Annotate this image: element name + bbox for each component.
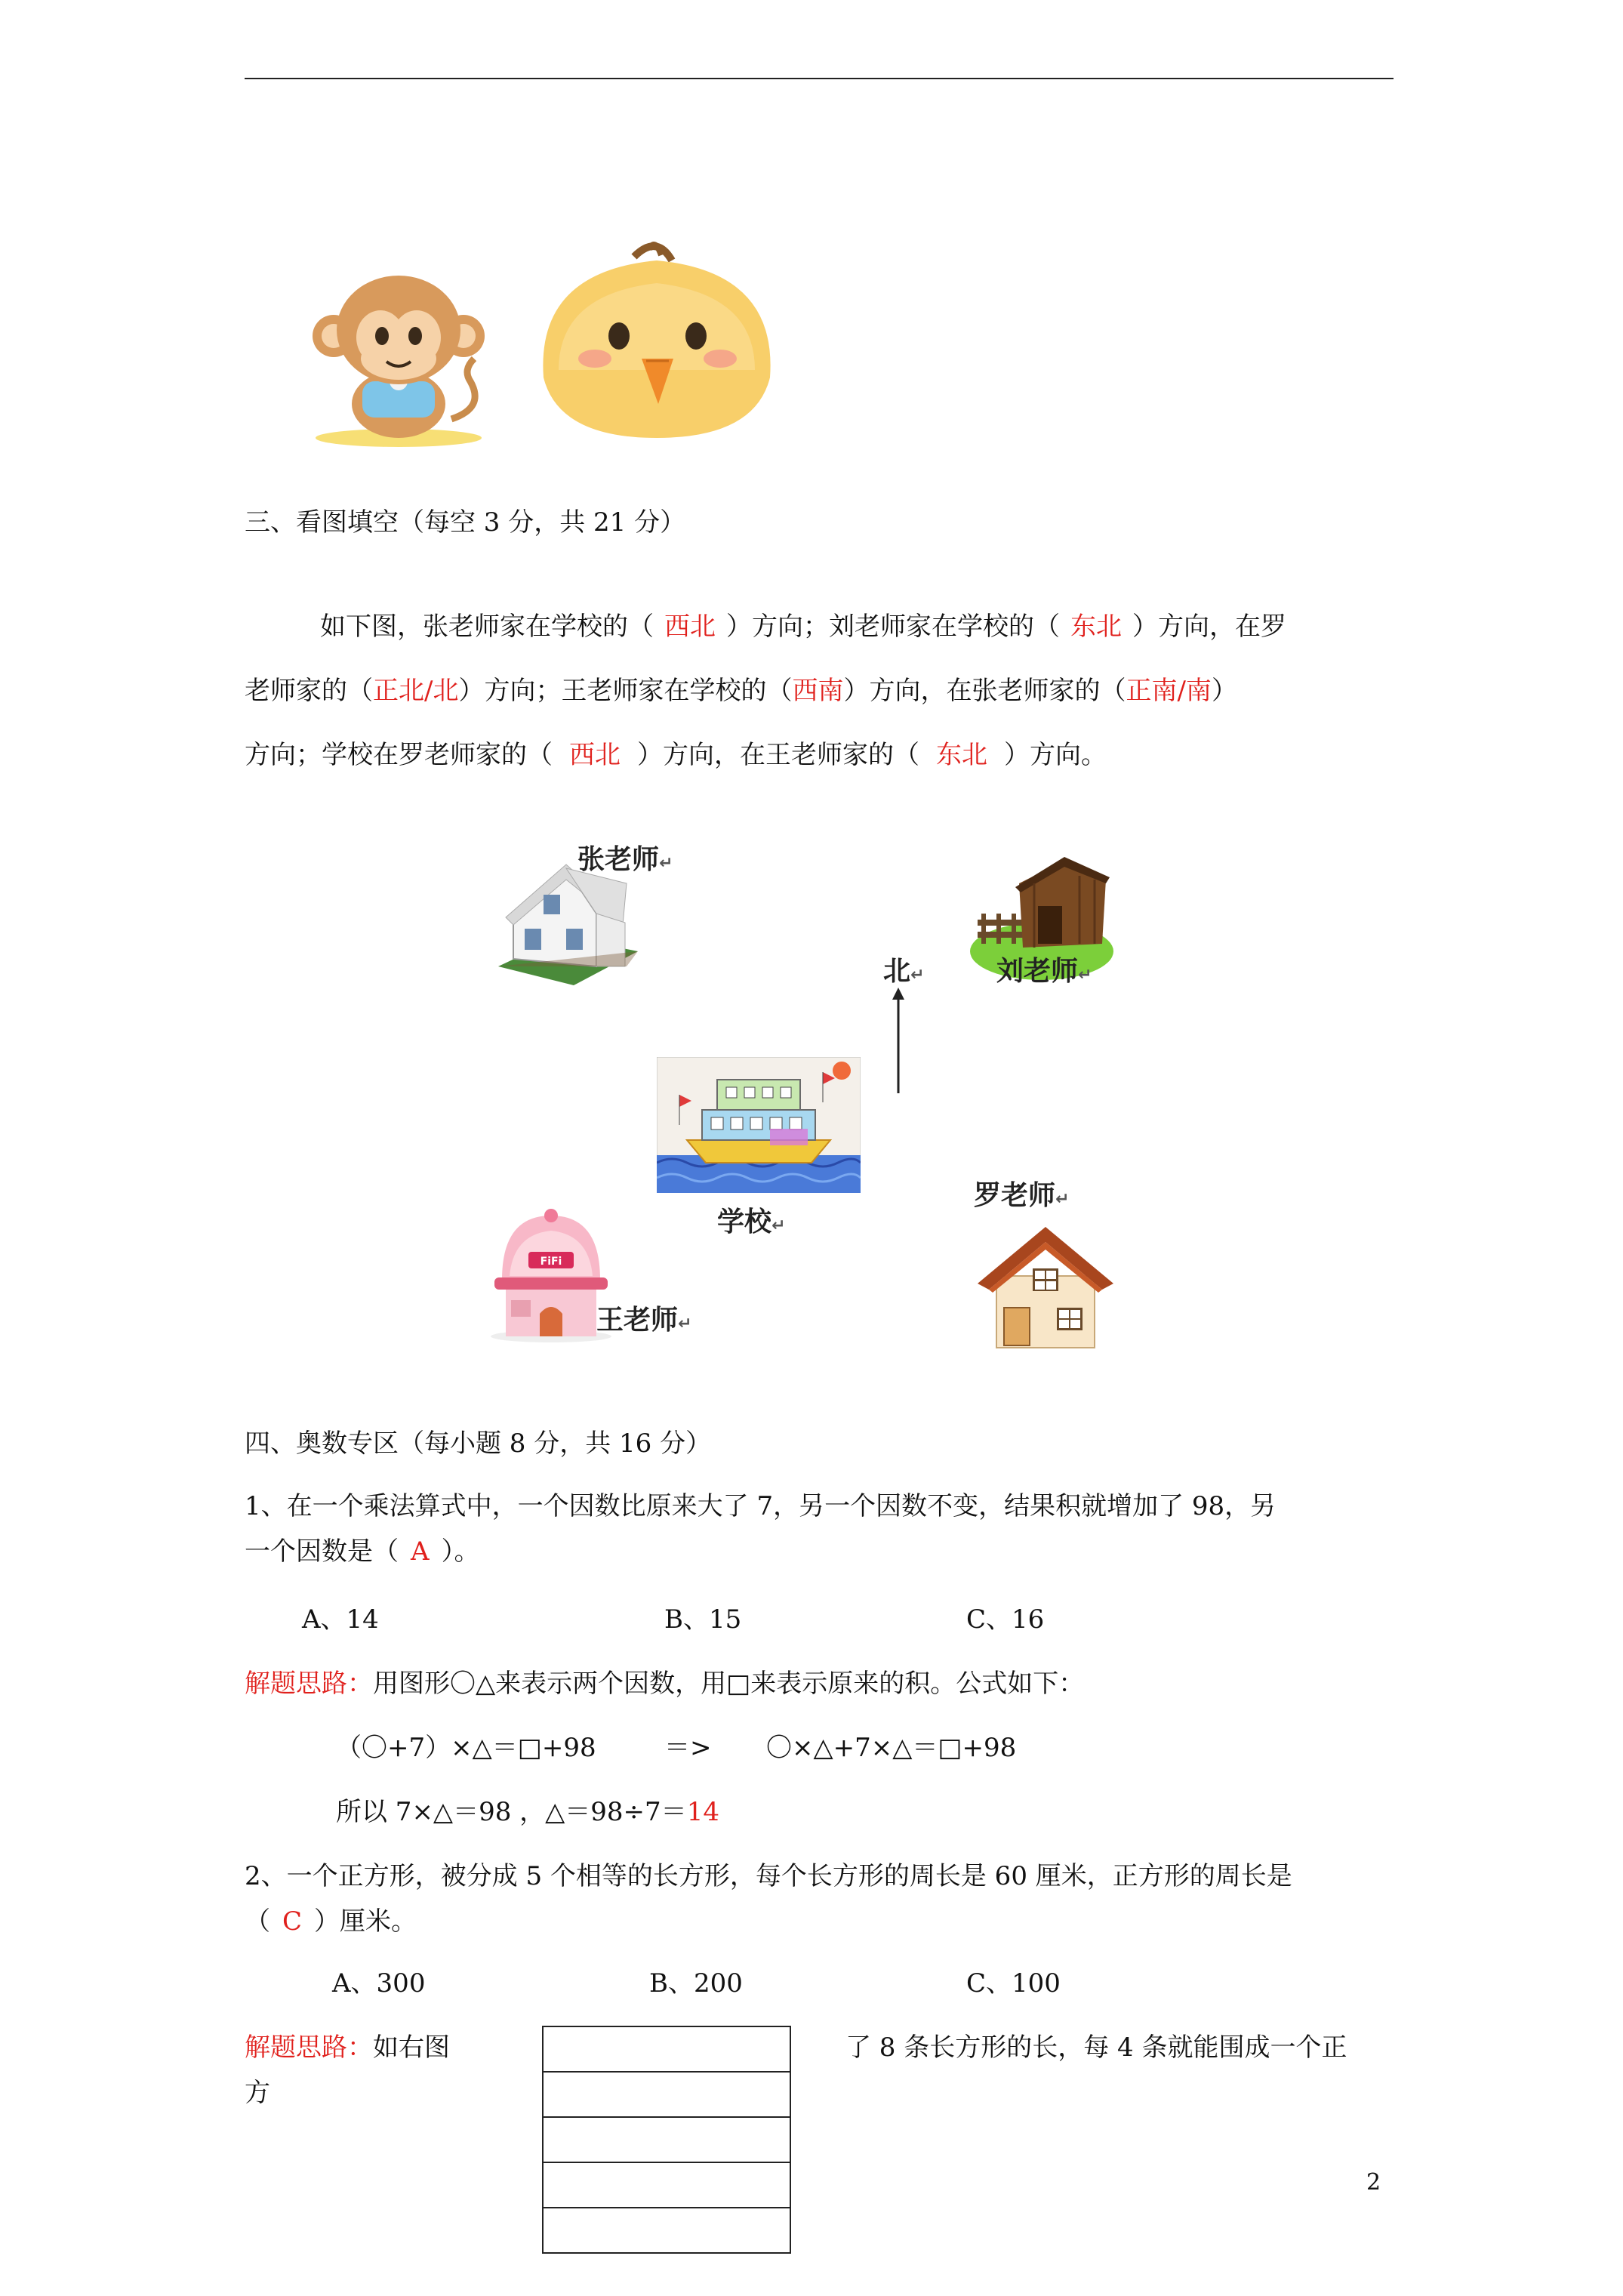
text-segment: 一个因数是（	[245, 1536, 399, 1567]
q2-solution-wrap: 方	[245, 2078, 270, 2108]
rectangle-strip	[544, 2073, 790, 2118]
direction-map	[476, 831, 1155, 1359]
q2-option-a: A、300	[332, 1968, 426, 1999]
label-wang-text: 王老师	[596, 1305, 679, 1336]
q2-option-b: B、200	[649, 1968, 743, 1999]
q2-line1: 2、一个正方形，被分成 5 个相等的长方形，每个长方形的周长是 60 厘米，正方形的周长是	[245, 1861, 1292, 1891]
answer-value: 14	[686, 1797, 719, 1827]
q2-solution-right: 了 8 条长方形的长，每 4 条就能围成一个正	[845, 2032, 1347, 2063]
q1-formula-arrow: ＝>	[664, 1733, 712, 1763]
luo-house-icon	[974, 1223, 1117, 1351]
rectangle-strip	[544, 2027, 790, 2073]
north-arrow-icon	[889, 988, 907, 1095]
answer-blank: 东北	[936, 740, 987, 770]
label-liu	[996, 950, 1092, 988]
answer-blank: 西南	[792, 676, 844, 706]
text-segment: ）。	[441, 1536, 480, 1567]
answer-blank: 正北/北	[373, 676, 459, 706]
return-mark: ↵	[1078, 966, 1092, 985]
section4-heading: 四、奥数专区（每小题 8 分，共 16 分）	[245, 1428, 712, 1459]
answer-blank: 西北	[664, 612, 716, 642]
q1-solution	[245, 1669, 1084, 1699]
text-segment: 如下图，张老师家在学校的（	[320, 612, 654, 642]
text-segment: 所以 7×△＝98 ，△＝98÷7＝	[336, 1797, 687, 1827]
monkey-illustration	[308, 268, 489, 449]
label-school	[717, 1200, 785, 1239]
q1-line2	[245, 1536, 480, 1567]
return-mark: ↵	[659, 854, 673, 873]
answer-blank: A	[411, 1536, 430, 1567]
rectangle-strip	[544, 2118, 790, 2163]
q1-line1: 1、在一个乘法算式中，一个因数比原来大了 7，另一个因数不变，结果积就增加了 98，另	[245, 1491, 1277, 1521]
label-zhang	[577, 838, 673, 877]
q1-formula-right: 〇×△+7×△＝□+98	[766, 1733, 1017, 1763]
answer-blank: 东北	[1070, 612, 1122, 642]
q2-solution-left	[245, 2032, 450, 2063]
return-mark: ↵	[771, 1216, 786, 1235]
label-luo-text: 罗老师	[974, 1180, 1056, 1211]
solution-label: 解题思路：	[245, 1669, 373, 1699]
section3-paragraph-line1	[320, 612, 1286, 642]
text-segment: 方向；学校在罗老师家的（	[245, 740, 553, 770]
label-luo	[974, 1174, 1069, 1213]
q2-line2	[245, 1906, 417, 1937]
return-mark: ↵	[678, 1314, 692, 1333]
text-segment: （	[245, 1906, 270, 1937]
q1-conclusion	[336, 1797, 719, 1827]
return-mark: ↵	[1055, 1190, 1070, 1209]
rectangle-strip	[544, 2163, 790, 2208]
q1-option-b: B、15	[664, 1604, 742, 1635]
text-segment: ）方向；王老师家在学校的（	[458, 676, 793, 706]
label-liu-text: 刘老师	[996, 956, 1079, 987]
q1-option-c: C、16	[966, 1604, 1045, 1635]
label-wang	[596, 1299, 691, 1337]
answer-blank: C	[282, 1906, 303, 1937]
section3-paragraph-line3	[245, 740, 1107, 770]
label-north-text: 北	[883, 956, 911, 987]
school-drawing-icon	[657, 1057, 861, 1193]
label-zhang-text: 张老师	[577, 844, 660, 875]
text-segment: ）厘米。	[314, 1906, 417, 1937]
return-mark: ↵	[910, 966, 925, 985]
q2-option-c: C、100	[966, 1968, 1061, 1999]
square-diagram	[542, 2026, 791, 2254]
text-segment: ）方向；刘老师家在学校的（	[726, 612, 1060, 642]
text-segment: ）方向，在王老师家的（	[637, 740, 919, 770]
text-segment: ）方向，在罗	[1132, 612, 1286, 642]
label-school-text: 学校	[717, 1207, 772, 1237]
q1-option-a: A、14	[302, 1604, 379, 1635]
section3-paragraph-line2	[245, 676, 1237, 706]
fifi-sign: FiFi	[540, 1256, 562, 1268]
text-segment: 老师家的（	[245, 676, 373, 706]
answer-blank: 正南/南	[1126, 676, 1212, 706]
label-north	[883, 950, 924, 988]
q1-formula-left: （〇+7）×△＝□+98	[336, 1733, 596, 1763]
solution-text: 如右图	[373, 2032, 450, 2063]
page-number: 2	[1366, 2169, 1381, 2196]
text-segment: ）方向。	[1004, 740, 1107, 770]
answer-blank: 西北	[569, 740, 621, 770]
chick-illustration	[528, 227, 785, 445]
solution-label: 解题思路：	[245, 2032, 373, 2063]
section3-heading: 三、看图填空（每空 3 分，共 21 分）	[245, 507, 686, 538]
text-segment: ）方向，在张老师家的（	[843, 676, 1126, 706]
text-segment: ）	[1211, 676, 1237, 706]
header-rule	[245, 78, 1394, 79]
solution-text: 用图形〇△来表示两个因数，用□来表示原来的积。公式如下：	[373, 1669, 1085, 1699]
